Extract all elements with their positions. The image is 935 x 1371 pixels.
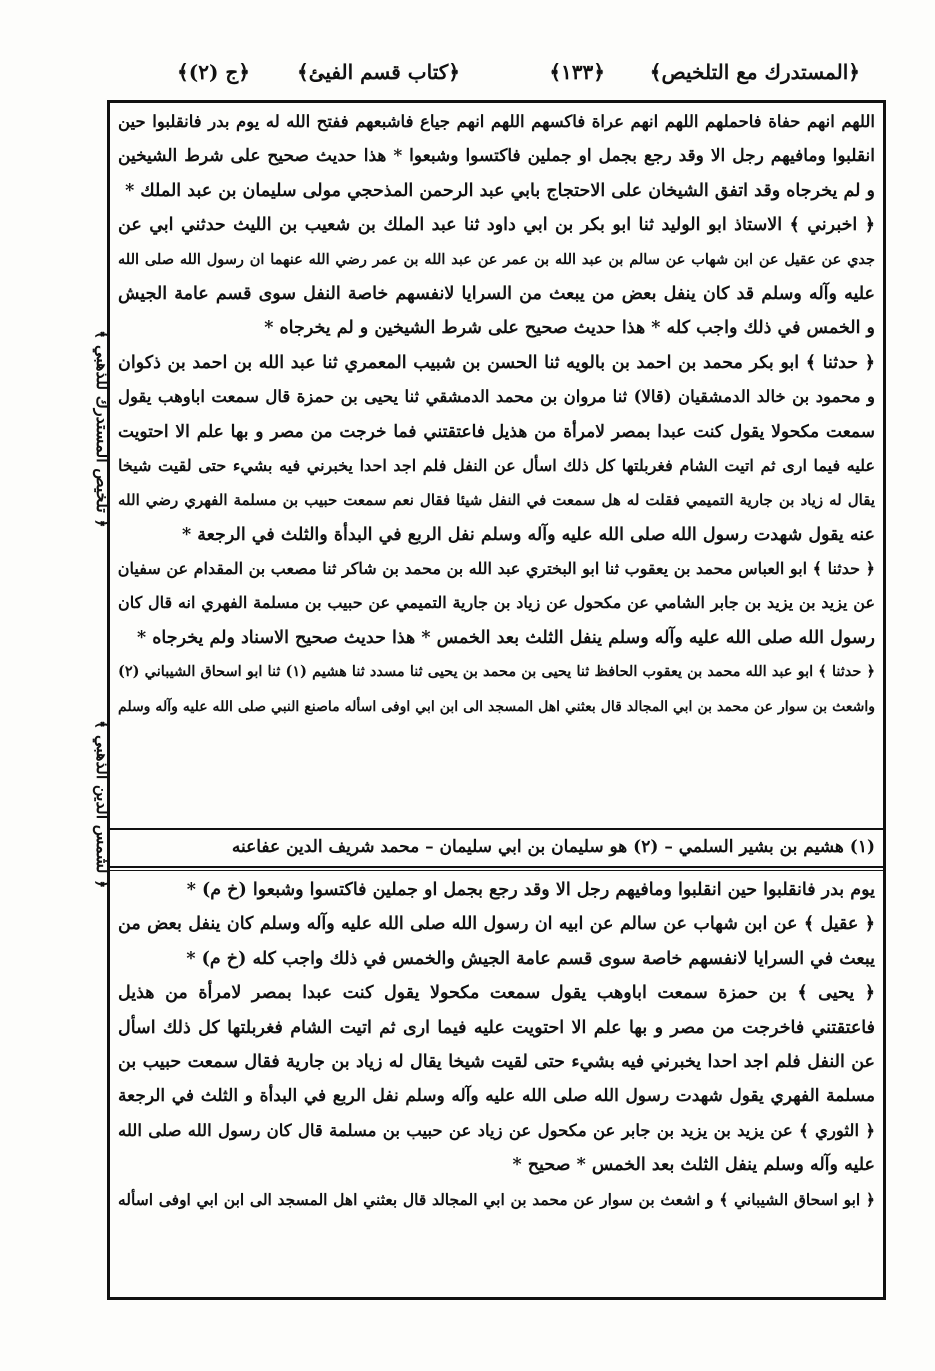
talkhis-text: [118, 873, 875, 1217]
text-line: ﴿ اخبرني ﴾ الاستاذ ابو الوليد ثنا ابو بكر بن ابي داود ثنا عبد الملك بن شعيب بن الليث حدثني ابي عن: [118, 215, 875, 236]
talkhis-line: ﴿ ابو اسحاق الشيباني ﴾ و اشعث بن سوار عن محمد بن ابي المجالد قال بعثني اهل المسجد الى ابن ابي اوفى اسأله: [118, 1189, 875, 1209]
text-line: عن يزيد بن يزيد بن جابر الشامي عن مكحول عن زياد بن جارية التميمي عن حبيب بن مسلمة الفهري انه قال كان: [118, 593, 875, 613]
text-line: انقلبوا ومافيهم رجل الا وقد رجع بجمل او جملين فاكتسوا وشبعوا * هذا حديث صحيح على شرط الشيخين: [118, 146, 875, 167]
book-title: ﴿المستدرك مع التلخيص﴾: [649, 60, 860, 84]
main-text: [118, 105, 875, 724]
talkhis-line: يوم بدر فانقلبوا حين انقلبوا ومافيهم رجل الا وقد رجع بجمل او جملين فاكتسوا وشبعوا (خ م) *: [186, 880, 875, 900]
talkhis-line: ﴿ عقيل ﴾ عن ابن شهاب عن سالم عن ابيه ان رسول الله صلى الله عليه وآله وسلم كان ينفل بعض من: [118, 914, 875, 935]
talkhis-line: ﴿ يحيى ﴾ بن حمزة سمعت اباوهب يقول سمعت مكحولا يقول كنت عبدا بمصر لامرأة من هذيل: [118, 983, 875, 1004]
section-divider: [110, 866, 883, 871]
text-line: يقال له زياد بن جارية التميمي فقلت له هل سمعت في النفل شيئا فقال نعم سمعت حبيب بن مسلمة الفهري رضي الله: [118, 491, 875, 510]
text-line: عليه وآله وسلم قد كان ينفل بعض من يبعث من السرايا لانفسهم خاصة النفل سوى قسم عامة الجيش: [118, 283, 875, 304]
footnote: (١) هشيم بن بشير السلمي – (٢) هو سليمان بن ابي سليمان – محمد شريف الدين عفاعنه: [231, 837, 875, 857]
text-line: عنه يقول شهدت رسول الله صلى الله عليه وآله وسلم نفل الربع في البدأة والثلث في الرجعة *: [181, 524, 875, 545]
talkhis-line: ﴿ الثوري ﴾ عن يزيد بن يزيد بن جابر عن مكحول عن زياد عن حبيب بن مسلمة قال كان رسول الله صلى الله: [118, 1120, 875, 1140]
text-line: اللهم انهم حفاة فاحملهم اللهم انهم عراة فاكسهم اللهم انهم جياع فاشبعهم ففتح الله له يوم بدر فانقلبوا حين: [118, 112, 875, 131]
chapter-title: ﴿كتاب قسم الفيئ﴾: [296, 60, 460, 84]
talkhis-line: عن النفل فلم اجد احدا يخبرني فيه بشيء حتى لقيت شيخا يقال له زياد بن جارية فقال سمعت حبيب بن: [118, 1051, 875, 1072]
text-line: رسول الله صلى الله عليه وآله وسلم ينفل الثلث بعد الخمس * هذا حديث صحيح الاسناد ولم يخرجاه *: [137, 627, 875, 648]
margin-label-text: ﴿ تلخيص المستدرك للذهبي ﴾: [93, 330, 112, 528]
text-line: جدي عن عقيل عن ابن شهاب عن سالم بن عبد الله بن عمر عن عبد الله بن عمر رضي الله عنهما ان رسول الله صلى الله: [118, 250, 875, 268]
text-frame: [107, 100, 886, 1300]
text-line: سمعت مكحولا يقول كنت عبدا بمصر لامرأة من هذيل فاعتقتني فما خرجت من مصر و بها علم الا احتويت: [118, 421, 875, 442]
text-line: عليه فيما ارى ثم اتيت الشام فغربلتها كل ذلك اسأل عن النفل فلم اجد احدا يخبرني فيه بشيء حتى لقيت شيخا: [118, 455, 875, 475]
running-header: [140, 58, 860, 94]
talkhis-line: مسلمة الفهري يقول شهدت رسول الله صلى الله عليه وآله وسلم نفل الربع في البدأة و الثلث في الرجعة: [118, 1086, 875, 1107]
text-line: و الخمس في ذلك واجب كله * هذا حديث صحيح على شرط الشيخين و لم يخرجاه *: [264, 318, 875, 339]
text-line: ﴿ حدثنا ﴾ ابو عبد الله محمد بن يعقوب الحافظ ثنا يحيى بن محمد بن يحيى ثنا مسدد ثنا هشيم (١) ثنا ابو اسحاق الشيباني (٢): [118, 663, 875, 681]
text-line: واشعث بن سوار عن محمد بن ابي المجالد قال بعثني اهل المسجد الى ابن ابي اوفى اسأله ماصنع النبي صلى الله عليه وآله وسلم: [118, 698, 875, 715]
talkhis-line: عليه وآله وسلم ينفل الثلث بعد الخمس * صحيح *: [512, 1155, 875, 1176]
talkhis-line: فاعتقتني فاخرجت من مصر و بها علم الا احتويت عليه فيما ارى ثم اتيت الشام فغربلتها كل ذلك اسأل: [118, 1017, 875, 1038]
text-line: و لم يخرجاه وقد اتفق الشيخان على الاحتجاج بابي عبد الرحمن المذحجي مولى سليمان بن عبد الملك *: [125, 180, 875, 201]
volume-number: ﴿ج (٢)﴾: [177, 60, 250, 84]
talkhis-line: يبعث في السرايا لانفسهم خاصة سوى قسم عامة الجيش والخمس في ذلك واجب كله (خ م) *: [186, 948, 875, 969]
text-line: ﴿ حدثنا ﴾ ابو بكر محمد بن احمد بن بالويه ثنا الحسن بن شبيب المعمري ثنا عبد الله بن احمد بن ذكوان: [118, 352, 875, 373]
page-number: ﴿١٣٣﴾: [549, 60, 605, 84]
text-line: ﴿ حدثنا ﴾ ابو العباس محمد بن يعقوب ثنا ابو البختري عبد الله بن محمد بن شاكر ثنا مصعب بن المقدام عن سفيان: [118, 559, 875, 579]
text-line: و محمود بن خالد الدمشقيان (قالا) ثنا مروان بن محمد الدمشقي ثنا يحيى بن حمزة قال سمعت اباوهب يقول: [118, 387, 875, 407]
margin-label-text: ﴿ لشمس الدين الذهبي ﴾: [93, 720, 112, 889]
